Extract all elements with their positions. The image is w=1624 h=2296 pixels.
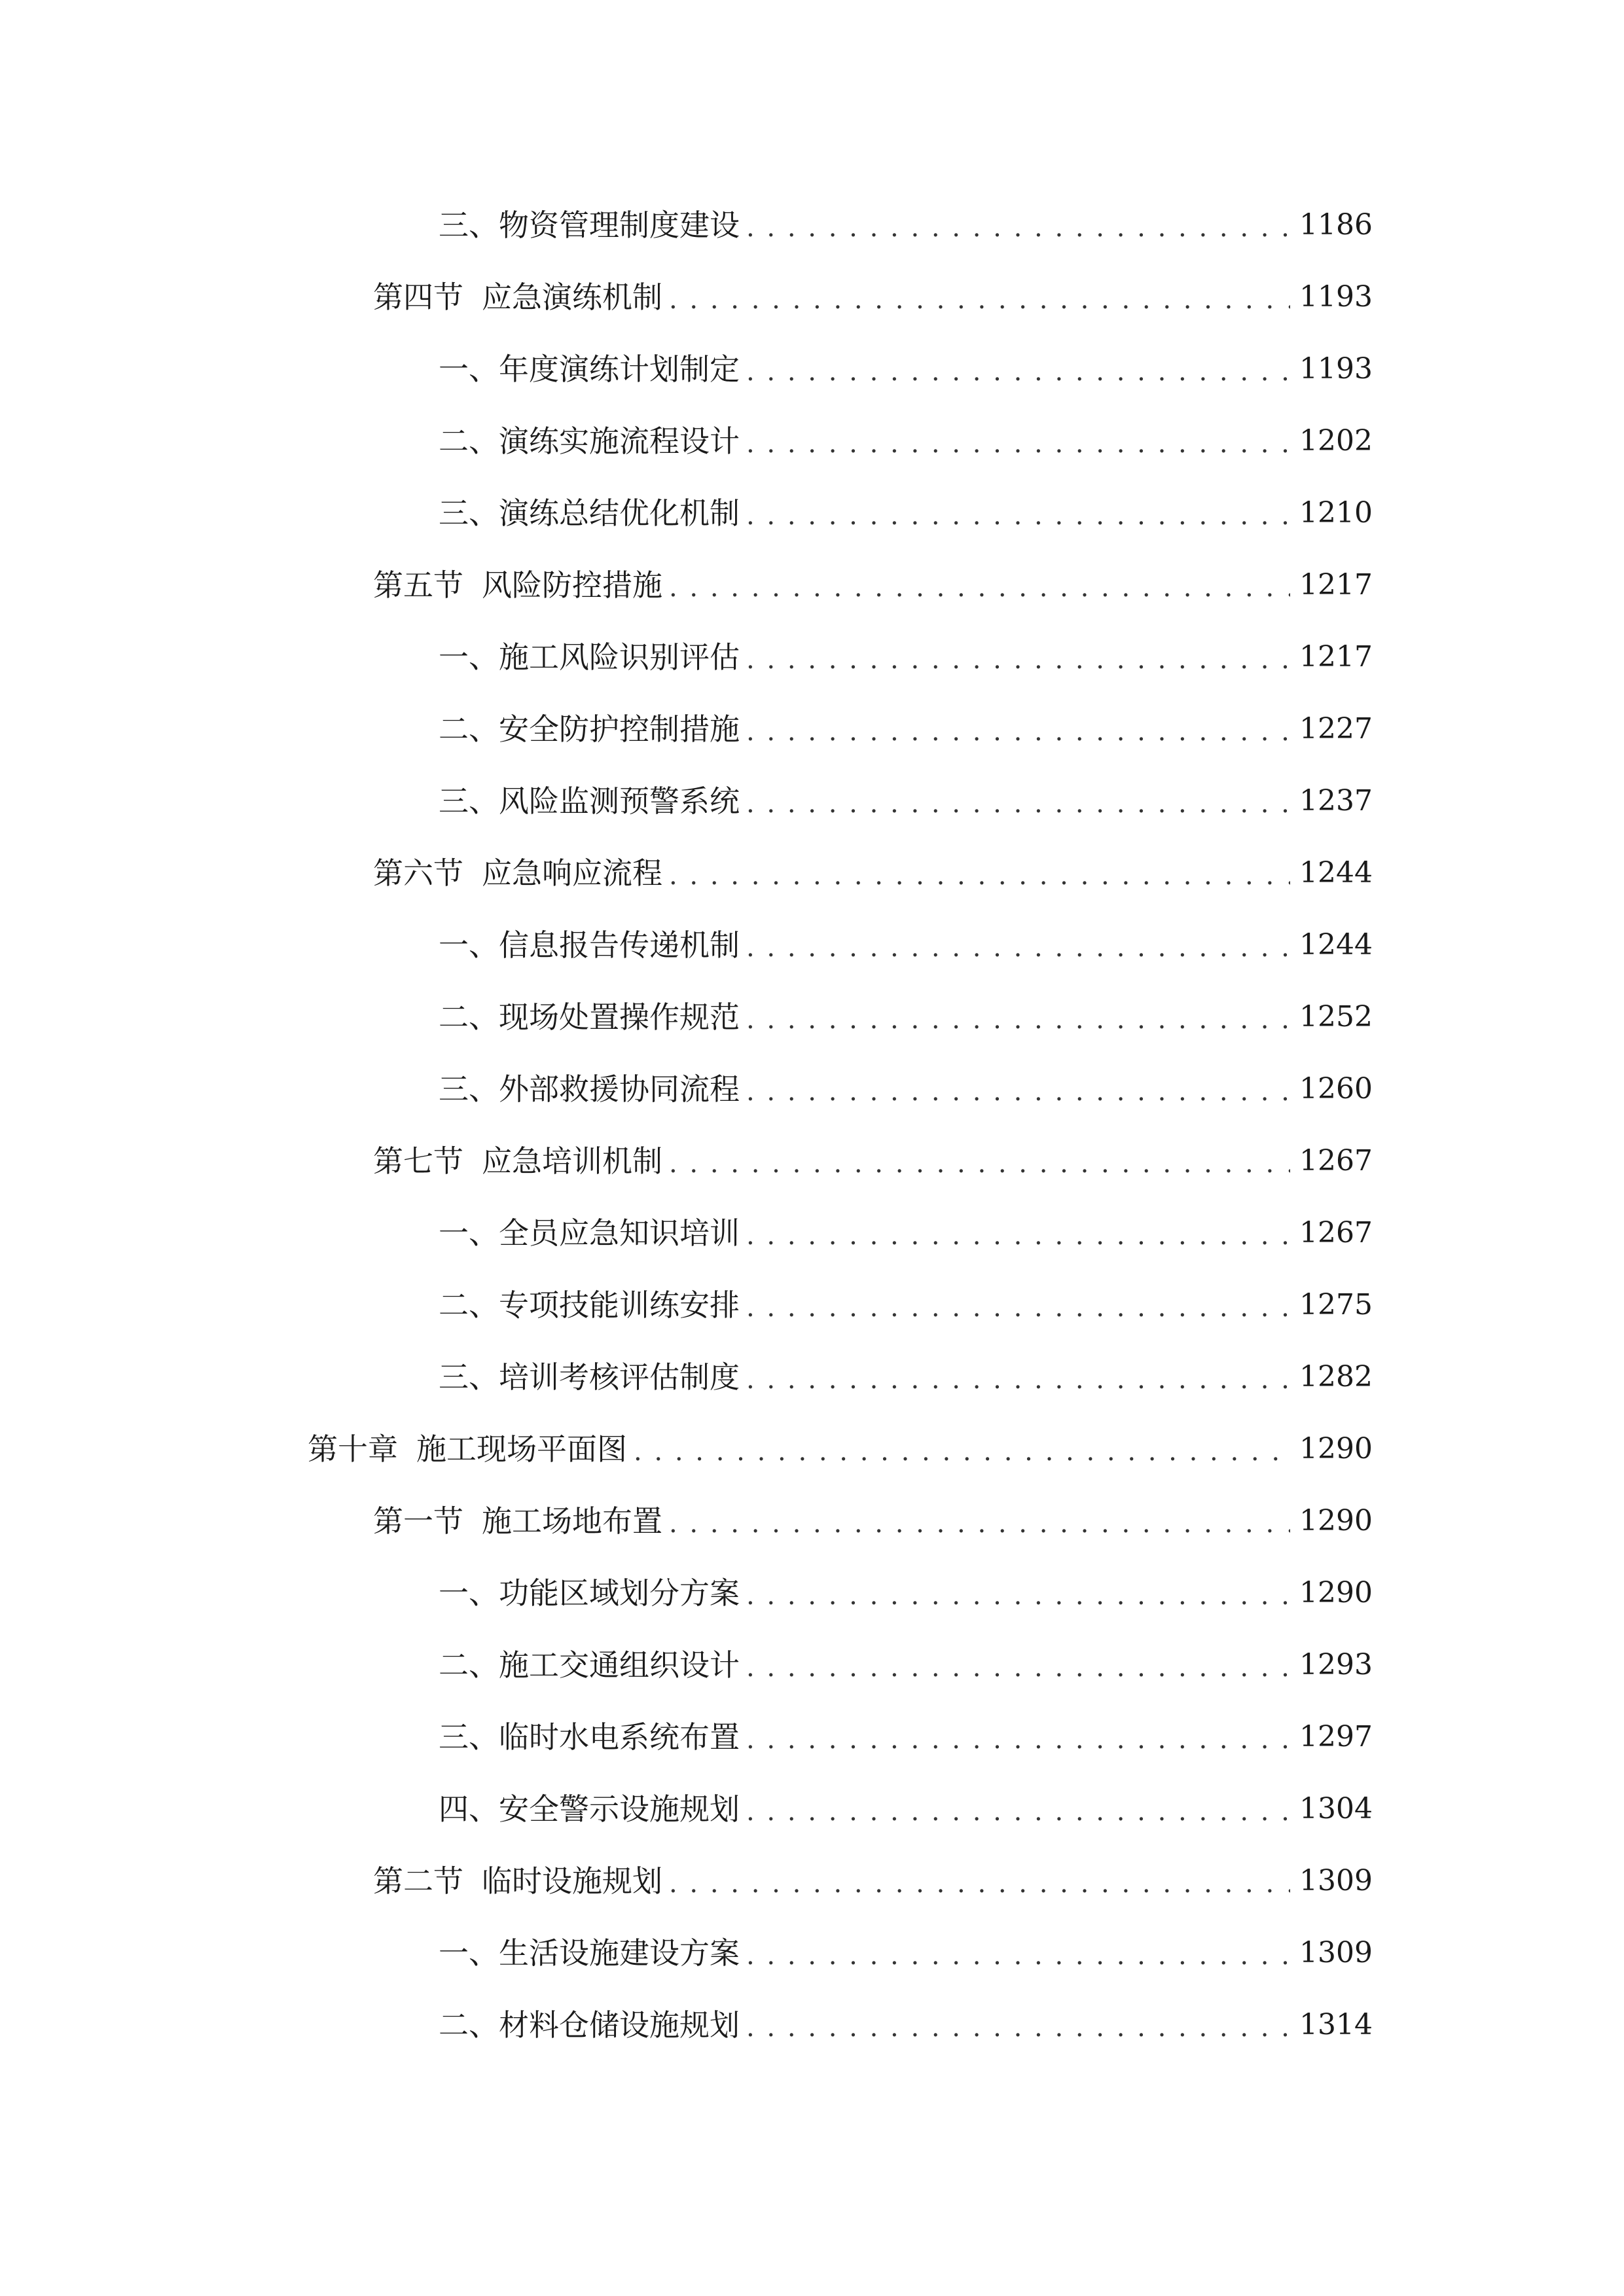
dot-leader (746, 1583, 1290, 1609)
toc-entry-title: 安全警示设施规划 (499, 1791, 740, 1827)
dot-leader (746, 1727, 1290, 1753)
toc-entry-number: 第七节 (373, 1143, 463, 1179)
toc-page-number: 1202 (1299, 424, 1373, 457)
toc-entry[interactable] (0, 1773, 1624, 1845)
toc-entry-number: 三、 (439, 783, 499, 819)
dot-leader (634, 1439, 1290, 1465)
dot-leader (746, 215, 1290, 241)
toc-entry-number: 三、 (439, 207, 499, 243)
toc-entry-number: 第六节 (373, 855, 463, 891)
dot-leader (669, 1151, 1290, 1177)
table-of-contents (0, 189, 1624, 2061)
toc-page-number: 1260 (1299, 1072, 1373, 1105)
toc-entry-title: 物资管理制度建设 (499, 207, 740, 243)
toc-entry[interactable] (0, 837, 1624, 909)
toc-entry[interactable] (0, 1125, 1624, 1197)
toc-entry-title: 信息报告传递机制 (499, 927, 740, 963)
toc-entry-number: 第四节 (373, 279, 463, 315)
toc-page-number: 1267 (1299, 1144, 1373, 1177)
dot-leader (746, 791, 1290, 817)
toc-entry-number: 三、 (439, 1359, 499, 1395)
toc-page-number: 1297 (1299, 1720, 1373, 1753)
toc-entry-title: 专项技能训练安排 (499, 1287, 740, 1323)
toc-page-number: 1304 (1299, 1792, 1373, 1825)
dot-leader (746, 1079, 1290, 1105)
toc-entry-number: 一、 (439, 1935, 499, 1971)
toc-entry-title: 演练总结优化机制 (499, 495, 740, 531)
toc-entry[interactable] (0, 1269, 1624, 1341)
toc-entry-number: 二、 (439, 999, 499, 1035)
toc-page-number: 1217 (1299, 568, 1373, 601)
dot-leader (669, 863, 1290, 889)
toc-entry-title: 培训考核评估制度 (499, 1359, 740, 1395)
toc-page-number: 1293 (1299, 1648, 1373, 1681)
toc-entry[interactable] (0, 477, 1624, 549)
toc-entry[interactable] (0, 1989, 1624, 2061)
toc-entry-title: 演练实施流程设计 (499, 423, 740, 459)
toc-entry-title: 施工风险识别评估 (499, 639, 740, 675)
dot-leader (746, 359, 1290, 385)
toc-page-number: 1290 (1299, 1504, 1373, 1537)
toc-page-number: 1193 (1299, 280, 1373, 314)
dot-leader (669, 1511, 1290, 1537)
dot-leader (746, 1367, 1290, 1393)
dot-leader (746, 1943, 1290, 1969)
dot-leader (746, 2015, 1290, 2041)
toc-entry[interactable] (0, 405, 1624, 477)
toc-entry-title: 风险防控措施 (482, 567, 662, 603)
dot-leader (746, 503, 1290, 529)
toc-entry[interactable] (0, 261, 1624, 333)
toc-entry[interactable] (0, 1485, 1624, 1557)
dot-leader (746, 1799, 1290, 1825)
toc-page-number: 1290 (1299, 1576, 1373, 1609)
toc-page-number: 1267 (1299, 1216, 1373, 1249)
dot-leader (669, 287, 1290, 313)
toc-entry-number: 二、 (439, 1287, 499, 1323)
toc-entry-title: 施工场地布置 (482, 1503, 662, 1539)
toc-page-number: 1244 (1299, 928, 1373, 961)
toc-entry[interactable] (0, 909, 1624, 981)
toc-entry[interactable] (0, 1341, 1624, 1413)
dot-leader (746, 1007, 1290, 1033)
toc-page-number: 1217 (1299, 640, 1373, 673)
toc-entry-number: 二、 (439, 1647, 499, 1683)
toc-entry[interactable] (0, 981, 1624, 1053)
toc-entry-title: 现场处置操作规范 (499, 999, 740, 1035)
dot-leader (746, 719, 1290, 745)
toc-entry[interactable] (0, 1197, 1624, 1269)
toc-entry[interactable] (0, 1917, 1624, 1989)
toc-entry[interactable] (0, 693, 1624, 765)
toc-page-number: 1314 (1299, 2008, 1373, 2041)
toc-entry-number: 一、 (439, 639, 499, 675)
toc-page-number: 1282 (1299, 1360, 1373, 1393)
toc-page-number: 1252 (1299, 1000, 1373, 1033)
toc-entry-title: 安全防护控制措施 (499, 711, 740, 747)
toc-page-number: 1290 (1299, 1432, 1373, 1465)
toc-page-number: 1210 (1299, 496, 1373, 529)
toc-entry-number: 一、 (439, 351, 499, 387)
toc-entry-number: 四、 (439, 1791, 499, 1827)
toc-entry-title: 功能区域划分方案 (499, 1575, 740, 1611)
toc-page-number: 1237 (1299, 784, 1373, 817)
toc-entry-title: 临时水电系统布置 (499, 1719, 740, 1755)
toc-entry-number: 一、 (439, 1215, 499, 1251)
dot-leader (746, 935, 1290, 961)
dot-leader (746, 1295, 1290, 1321)
toc-entry-title: 施工交通组织设计 (499, 1647, 740, 1683)
toc-entry-number: 二、 (439, 423, 499, 459)
toc-entry-title: 临时设施规划 (482, 1863, 662, 1899)
toc-entry-title: 施工现场平面图 (416, 1431, 627, 1467)
toc-entry-title: 应急培训机制 (482, 1143, 662, 1179)
toc-entry-number: 第五节 (373, 567, 463, 603)
toc-entry-number: 三、 (439, 1719, 499, 1755)
toc-page-number: 1309 (1299, 1864, 1373, 1897)
toc-page-number: 1186 (1299, 208, 1373, 242)
toc-entry[interactable] (0, 1053, 1624, 1125)
toc-entry[interactable] (0, 765, 1624, 837)
toc-entry-number: 一、 (439, 927, 499, 963)
toc-entry-number: 第二节 (373, 1863, 463, 1899)
toc-entry[interactable] (0, 189, 1624, 261)
toc-page-number: 1244 (1299, 856, 1373, 889)
toc-entry-number: 三、 (439, 1071, 499, 1107)
toc-entry-title: 应急演练机制 (482, 279, 662, 315)
toc-entry-number: 第一节 (373, 1503, 463, 1539)
toc-page-number: 1309 (1299, 1936, 1373, 1969)
dot-leader (746, 1223, 1290, 1249)
toc-page-number: 1227 (1299, 712, 1373, 745)
toc-entry-title: 年度演练计划制定 (499, 351, 740, 387)
toc-entry-title: 外部救援协同流程 (499, 1071, 740, 1107)
toc-entry[interactable] (0, 1629, 1624, 1701)
toc-entry-title: 材料仓储设施规划 (499, 2007, 740, 2043)
toc-entry-number: 第十章 (308, 1431, 398, 1467)
toc-entry[interactable] (0, 333, 1624, 405)
toc-entry-title: 风险监测预警系统 (499, 783, 740, 819)
toc-entry[interactable] (0, 549, 1624, 621)
toc-entry-title: 全员应急知识培训 (499, 1215, 740, 1251)
dot-leader (746, 431, 1290, 457)
toc-entry[interactable] (0, 1845, 1624, 1917)
toc-entry-number: 二、 (439, 711, 499, 747)
toc-page-number: 1275 (1299, 1288, 1373, 1321)
dot-leader (669, 575, 1290, 601)
toc-entry-number: 二、 (439, 2007, 499, 2043)
toc-entry-title: 生活设施建设方案 (499, 1935, 740, 1971)
toc-entry-number: 三、 (439, 495, 499, 531)
toc-entry[interactable] (0, 1701, 1624, 1773)
dot-leader (746, 647, 1290, 673)
dot-leader (746, 1655, 1290, 1681)
toc-entry[interactable] (0, 1413, 1624, 1485)
toc-page-number: 1193 (1299, 352, 1373, 386)
toc-entry[interactable] (0, 1557, 1624, 1629)
dot-leader (669, 1871, 1290, 1897)
toc-entry[interactable] (0, 621, 1624, 693)
toc-entry-number: 一、 (439, 1575, 499, 1611)
toc-entry-title: 应急响应流程 (482, 855, 662, 891)
